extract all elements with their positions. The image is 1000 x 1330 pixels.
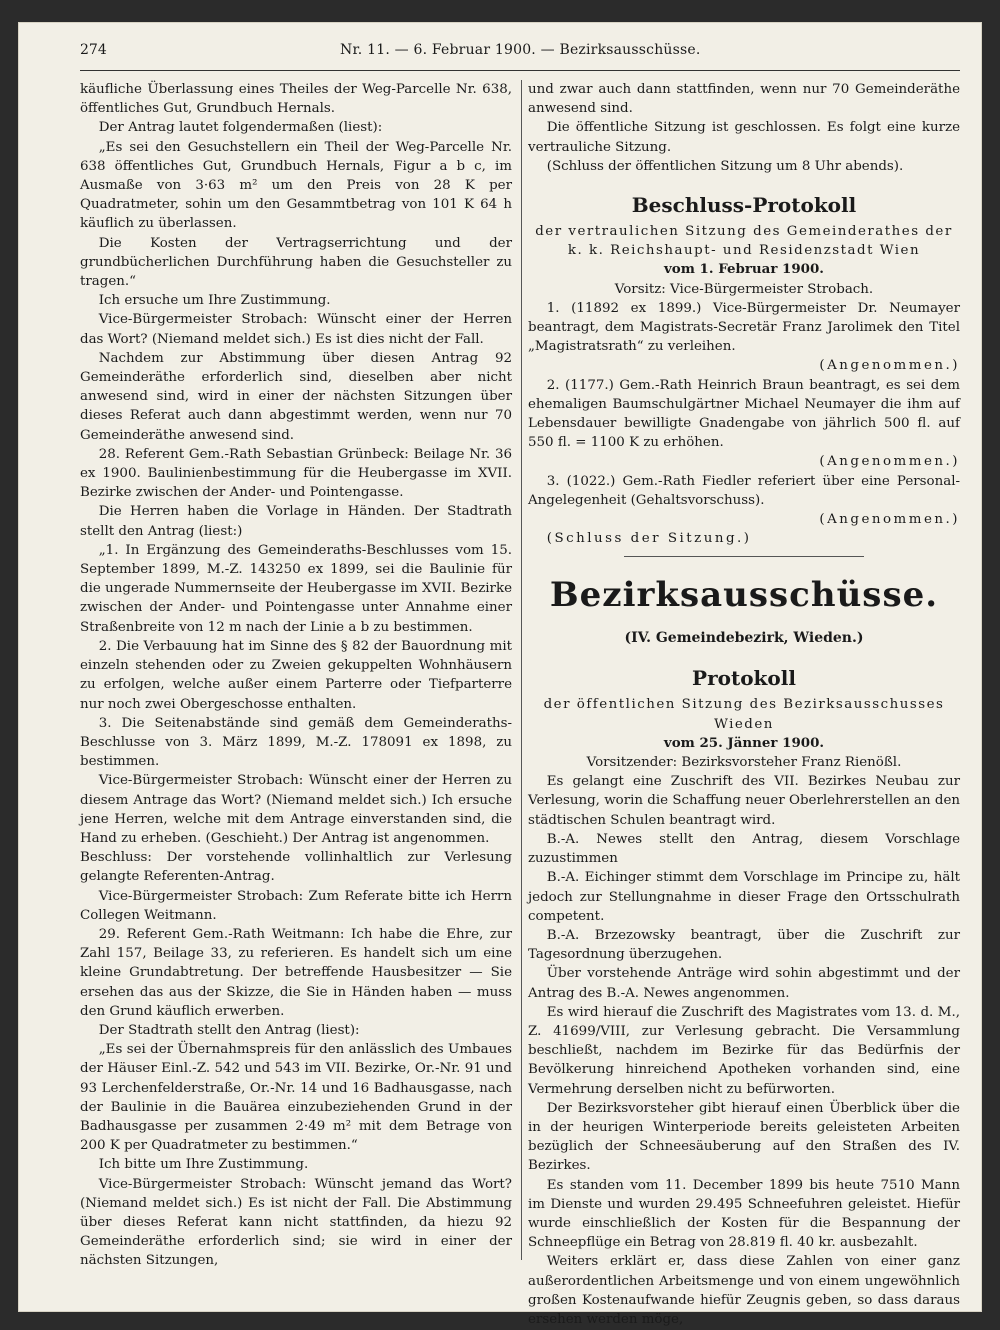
paragraph: B.-A. Eichinger stimmt dem Vorschlage im Principe zu, hält jedoch zur Stellungnahme in dieser Frage den Ortsschulrath competent. — [528, 870, 960, 924]
resolution-item: 2. (1177.) Gem.-Rath Heinrich Braun beantragt, es sei dem ehemaligen Baumschulgärtner Michael Neumayer die ihm auf Lebensdauer bewilligte Gnadengabe von jährlich 500 fl. auf 550 fl. = 1100 K zu erhöhen. — [528, 377, 960, 451]
paragraph: 28. Referent Gem.-Rath Sebastian Grünbeck: Beilage Nr. 36 ex 1900. Baulinienbestimmung für die Heubergasse im XVII. Bezirke zwischen der Ander- und Pointengasse. — [80, 446, 512, 501]
paragraph: Vice-Bürgermeister Strobach: Wünscht einer der Herren das Wort? (Niemand meldet sich.) Es ist dies nicht der Fall. — [80, 312, 512, 347]
paragraph: Vice-Bürgermeister Strobach: Zum Referate bitte ich Herrn Collegen Weitmann. — [80, 888, 512, 923]
page-header — [80, 40, 960, 64]
protokoll-date: vom 1. Februar 1900. — [664, 261, 824, 278]
paragraph: „Es sei der Übernahmspreis für den anlässlich des Umbaues der Häuser Einl.-Z. 542 und 543 im VII. Bezirke, Or.-Nr. 91 und 93 Lerchenfelderstraße, Or.-Nr. 14 und 16 Badhausgasse, nach der Baulinie in die Bauärea einzubeziehenden Grund in der Badhausgasse per zusammen 2·49 m² mit dem Betrage von 200 K per Quadratmeter zu bestimmen.“ — [80, 1042, 512, 1154]
paragraph: Es wird hierauf die Zuschrift des Magistrates vom 13. d. M., Z. 41699/VIII, zur Verlesung gebracht. Die Versammlung beschließt, nachdem im Bezirke für das Bedürfnis der Bevölkerung hinreichend Apotheken vorhanden sind, eine Vermehrung derselben nicht zu befürworten. — [528, 1004, 960, 1097]
district-heading: (IV. Gemeindebezirk, Wieden.) — [624, 630, 864, 647]
paragraph: „Es sei den Gesuchstellern ein Theil der Weg-Parcelle Nr. 638 öffentliches Gut, Grundbuch Hernals, Figur a b c, im Ausmaße von 3·63 m² um den Preis von 28 K per Quadratmeter, sohin um den Gesammtbetrag von 101 K 64 h käuflich zu überlassen. — [80, 139, 512, 232]
paragraph: und zwar auch dann stattfinden, wenn nur 70 Gemeinderäthe anwesend sind. — [528, 82, 960, 117]
running-title: Nr. 11. — 6. Februar 1900. — Bezirksausschüsse. — [340, 42, 701, 58]
left-column — [80, 80, 512, 1270]
paragraph: Vice-Bürgermeister Strobach: Wünscht jemand das Wort? (Niemand meldet sich.) Es ist nicht der Fall. Die Abstimmung über dieses Referat kann nicht stattfinden, da hiezu 92 Gemeinderäthe erforderlich sind; sie wird in einer der nächsten Sitzungen, — [80, 1176, 512, 1269]
paragraph: Der Antrag lautet folgendermaßen (liest): — [98, 120, 383, 136]
paragraph: Der Bezirksvorsteher gibt hierauf einen Überblick über die in der heurigen Winterperiode bereits geleisteten Arbeiten bezüglich der Schneesäuberung auf den Straßen des IV. Bezirkes. — [528, 1100, 960, 1174]
district-subtitle: der öffentlichen Sitzung des Bezirksausschusses Wieden — [543, 697, 945, 732]
right-column — [528, 80, 960, 1327]
resolution-item: 3. (1022.) Gem.-Rath Fiedler referiert über eine Personal-Angelegenheit (Gehaltsvorschuss). — [528, 473, 960, 508]
section-title: Bezirksausschüsse. — [549, 575, 939, 616]
paragraph: Ich ersuche um Ihre Zustimmung. — [98, 293, 331, 309]
protokoll-title: Beschluss-Protokoll — [631, 193, 857, 218]
paragraph: Die öffentliche Sitzung ist geschlossen. Es folgt eine kurze vertrauliche Sitzung. — [528, 120, 960, 155]
paragraph: käufliche Überlassung eines Theiles der Weg-Parcelle Nr. 638, öffentliches Gut, Grundbuch Hernals. — [80, 82, 512, 117]
protokoll-subtitle: k. k. Reichshaupt- und Residenzstadt Wien — [567, 243, 921, 259]
paragraph: Beschluss: Der vorstehende vollinhaltlich zur Verlesung gelangte Referenten-Antrag. — [80, 850, 512, 885]
resolution-result: (Angenommen.) — [819, 454, 960, 470]
section-divider — [624, 556, 864, 557]
resolution-result: (Angenommen.) — [819, 358, 960, 374]
page-number: 274 — [80, 42, 107, 58]
protokoll-chair: Vorsitz: Vice-Bürgermeister Strobach. — [614, 281, 874, 297]
paragraph: Die Herren haben die Vorlage in Händen. Der Stadtrath stellt den Antrag (liest:) — [80, 504, 512, 539]
paragraph: Ich bitte um Ihre Zustimmung. — [98, 1157, 309, 1173]
paragraph: 2. Die Verbauung hat im Sinne des § 82 der Bauordnung mit einzeln stehenden oder zu Zweien gekuppelten Wohnhäusern zu erfolgen, welche außer einem Parterre oder Tiefparterre nur noch zwei Obergeschosse enthalten. — [80, 638, 512, 712]
resolution-result: (Angenommen.) — [819, 512, 960, 528]
district-protokoll-title: Protokoll — [692, 666, 796, 691]
paragraph: Nachdem zur Abstimmung über diesen Antrag 92 Gemeinderäthe erforderlich sind, dieselben aber nicht anwesend sind, wird in einer der nächsten Sitzungen über dieses Referat auch dann abgestimmt werden, wenn nur 70 Gemeinderäthe anwesend sind. — [80, 350, 512, 443]
paragraph: Die Kosten der Vertragserrichtung und der grundbücherlichen Durchführung haben die Gesuchsteller zu tragen.“ — [80, 235, 512, 290]
paragraph: Der Stadtrath stellt den Antrag (liest): — [98, 1022, 360, 1038]
paragraph: Es gelangt eine Zuschrift des VII. Bezirkes Neubau zur Verlesung, worin die Schaffung neuer Oberlehrerstellen an den städtischen Schulen beantragt wird. — [528, 774, 960, 828]
paragraph: 3. Die Seitenabstände sind gemäß dem Gemeinderaths-Beschlusse von 3. März 1899, M.-Z. 178091 ex 1898, zu bestimmen. — [80, 715, 512, 770]
paragraph: Es standen vom 11. December 1899 bis heute 7510 Mann im Dienste und wurden 29.495 Schneefuhren geleistet. Hiefür wurde einschließlich der Kosten für die Bespannung der Schneepflüge ein Betrag von 28.819 fl. 40 kr. ausbezahlt. — [528, 1177, 960, 1251]
resolution-item: 1. (11892 ex 1899.) Vice-Bürgermeister Dr. Neumayer beantragt, dem Magistrats-Secretär Franz Jarolimek den Titel „Magistratsrath“ zu verleihen. — [528, 300, 960, 355]
header-rule — [80, 70, 960, 71]
paragraph: Vice-Bürgermeister Strobach: Wünscht einer der Herren zu diesem Antrage das Wort? (Niemand meldet sich.) Ich ersuche jene Herren, welche mit dem Antrage einverstanden sind, die Hand zu erheben. (Geschieht.) Der Antrag ist angenommen. — [80, 773, 512, 846]
protokoll-subtitle: der vertraulichen Sitzung des Gemeinderathes der — [535, 224, 953, 240]
district-date: vom 25. Jänner 1900. — [663, 734, 825, 751]
session-closing: (Schluss der Sitzung.) — [546, 531, 752, 547]
column-divider — [521, 80, 522, 1260]
paragraph: (Schluss der öffentlichen Sitzung um 8 Uhr abends). — [546, 158, 904, 174]
district-chair: Vorsitzender: Bezirksvorsteher Franz Rienößl. — [586, 755, 902, 771]
paragraph: Weiters erklärt er, dass diese Zahlen von einer ganz außerordentlichen Arbeitsmenge und von einem ungewöhnlich großen Kostenaufwande hiefür Zeugnis geben, so dass daraus ersehen werden möge, — [528, 1254, 960, 1327]
paragraph: „1. In Ergänzung des Gemeinderaths-Beschlusses vom 15. September 1899, M.-Z. 143250 ex 1899, sei die Baulinie für die ungerade Nummernseite der Heubergasse im XVII. Bezirke zwischen der Ander- und Pointengasse unter Annahme einer Straßenbreite von 12 m nach der Linie a b zu bestimmen. — [80, 542, 512, 635]
paragraph: 29. Referent Gem.-Rath Weitmann: Ich habe die Ehre, zur Zahl 157, Beilage 33, zu referieren. Es handelt sich um eine kleine Grundabtretung. Der betreffende Hausbesitzer — Sie ersehen das aus der Skizze, die Sie in Händen haben — muss den Grund käuflich erwerben. — [80, 926, 512, 1019]
paragraph: B.-A. Brzezowsky beantragt, über die Zuschrift zur Tagesordnung überzugehen. — [528, 927, 960, 963]
paragraph: B.-A. Newes stellt den Antrag, diesem Vorschlage zuzustimmen — [528, 831, 960, 867]
paragraph: Über vorstehende Anträge wird sohin abgestimmt und der Antrag des B.-A. Newes angenommen. — [528, 966, 960, 1001]
